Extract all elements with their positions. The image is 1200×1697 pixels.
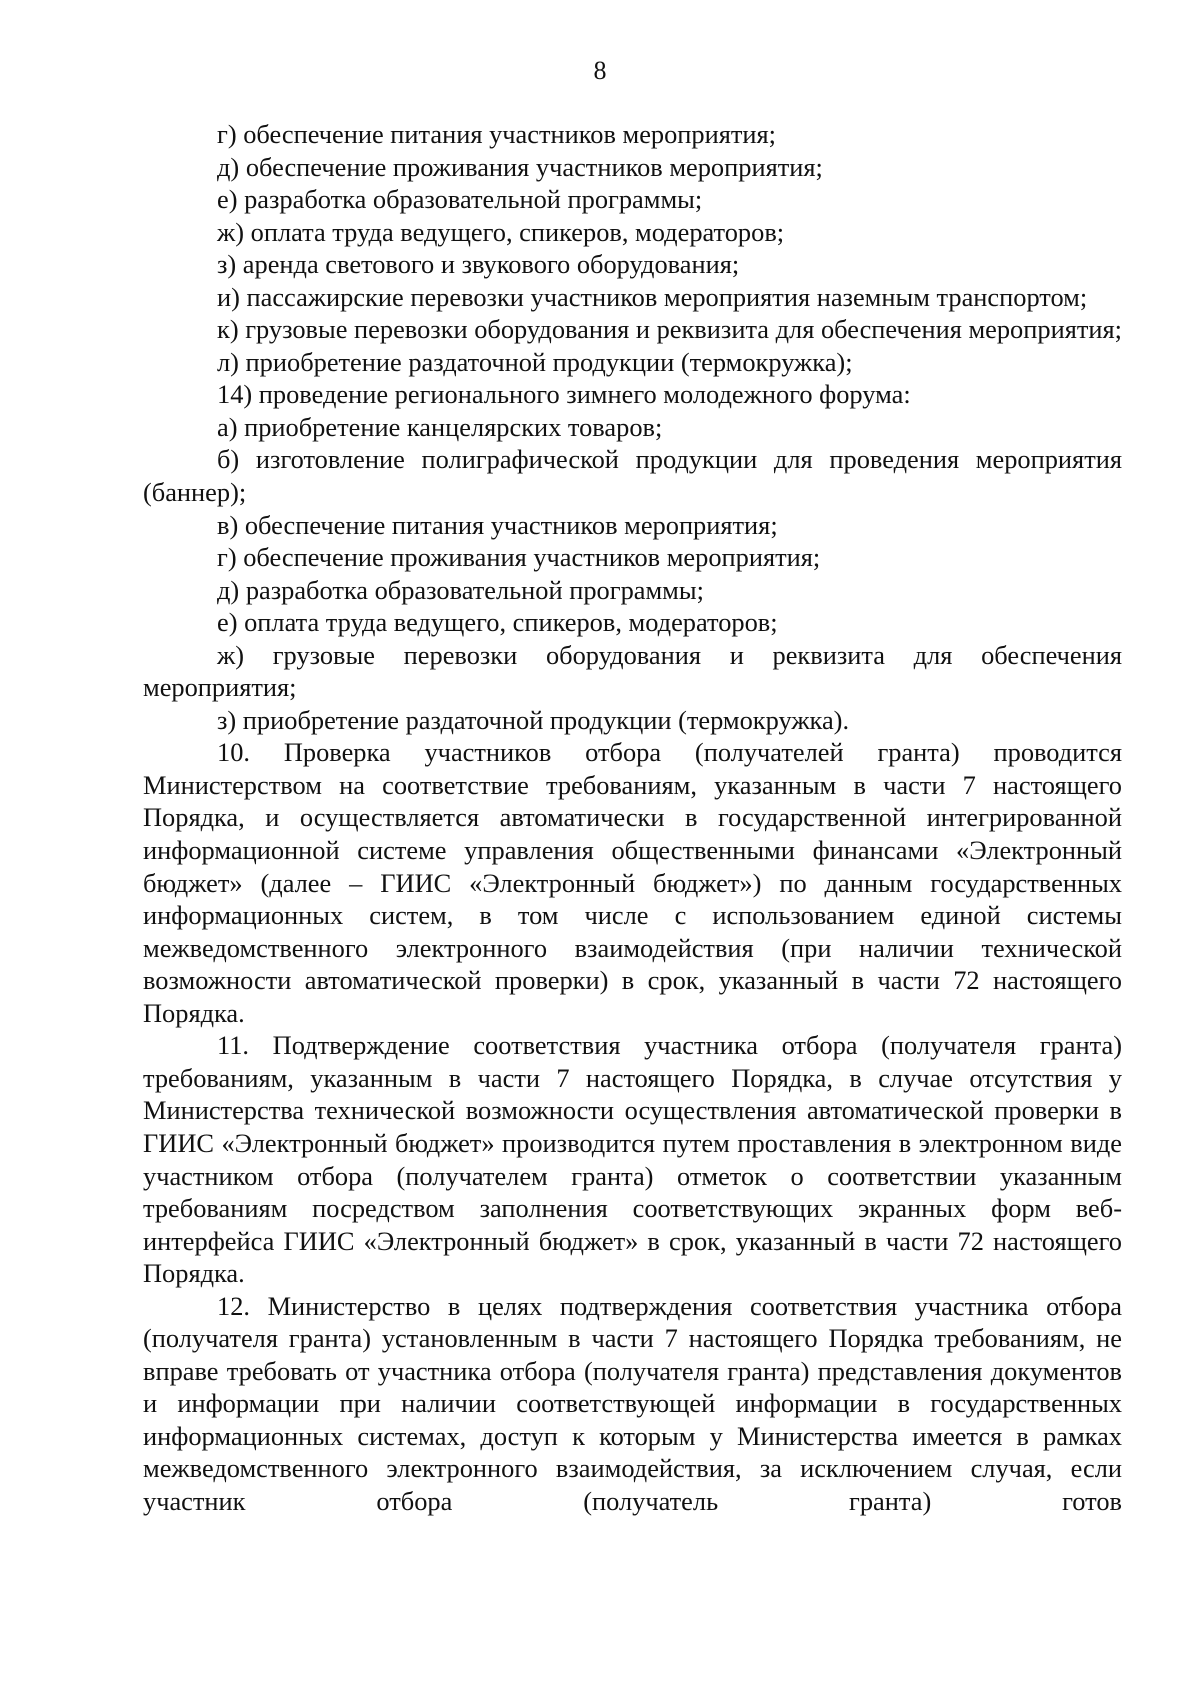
paragraph: в) обеспечение питания участников мероприятия;	[217, 509, 778, 540]
paragraph: л) приобретение раздаточной продукции (термокружка);	[217, 346, 853, 377]
paragraph: е) оплата труда ведущего, спикеров, модераторов;	[217, 607, 778, 638]
paragraph: ж) грузовые перевозки оборудования и реквизита для обеспечения мероприятия;	[143, 639, 1122, 703]
document-body	[143, 118, 1122, 1518]
paragraph: г) обеспечение проживания участников мероприятия;	[217, 542, 821, 573]
paragraph: з) аренда светового и звукового оборудования;	[217, 249, 740, 280]
paragraph: з) приобретение раздаточной продукции (термокружка).	[217, 704, 850, 735]
paragraph: и) пассажирские перевозки участников мероприятия наземным транспортом;	[217, 281, 1088, 312]
paragraph: а) приобретение канцелярских товаров;	[217, 411, 663, 442]
paragraph: д) разработка образовательной программы;	[217, 574, 704, 605]
paragraph: ж) оплата труда ведущего, спикеров, модераторов;	[217, 216, 785, 247]
paragraph: г) обеспечение питания участников мероприятия;	[217, 119, 777, 149]
paragraph: 14) проведение регионального зимнего молодежного форума:	[217, 379, 911, 410]
paragraph: д) обеспечение проживания участников мероприятия;	[217, 151, 823, 182]
paragraph: 10. Проверка участников отбора (получателей гранта) проводится Министерством на соответствие требованиям, указанным в части 7 настоящего Порядка, и осуществляется автоматически в государственной интегрированной информационной системе управления общественными финансами «Электронный бюджет» (далее – ГИИС «Электронный бюджет») по данным государственных информационных систем, в том числе с использованием единой системы межведомственного электронного взаимодействия (при наличии технической возможности автоматической проверки) в срок, указанный в части 72 настоящего Порядка.	[143, 737, 1122, 1028]
paragraph: к) грузовые перевозки оборудования и реквизита для обеспечения мероприятия;	[217, 314, 1122, 345]
paragraph: 12. Министерство в целях подтверждения соответствия участника отбора (получателя гранта) установленным в части 7 настоящего Порядка требованиям, не вправе требовать от участника отбора (получателя гранта) представления документов и информации при наличии соответствующей информации в государственных информационных системах, доступ к которым у Министерства имеется в рамках межведомственного электронного взаимодействия, за исключением случая, если участник отбора (получатель гранта) готов	[143, 1290, 1122, 1516]
page-number: 8	[593, 56, 607, 85]
paragraph: б) изготовление полиграфической продукции для проведения мероприятия (баннер);	[143, 444, 1122, 508]
paragraph: е) разработка образовательной программы;	[217, 184, 703, 215]
paragraph: 11. Подтверждение соответствия участника отбора (получателя гранта) требованиям, указанным в части 7 настоящего Порядка, в случае отсутствия у Министерства технической возможности осуществления автоматической проверки в ГИИС «Электронный бюджет» производится путем проставления в электронном виде участником отбора (получателем гранта) отметок о соответствии указанным требованиям посредством заполнения соответствующих экранных форм веб-интерфейса ГИИС «Электронный бюджет» в срок, указанный в части 72 настоящего Порядка.	[143, 1030, 1122, 1289]
